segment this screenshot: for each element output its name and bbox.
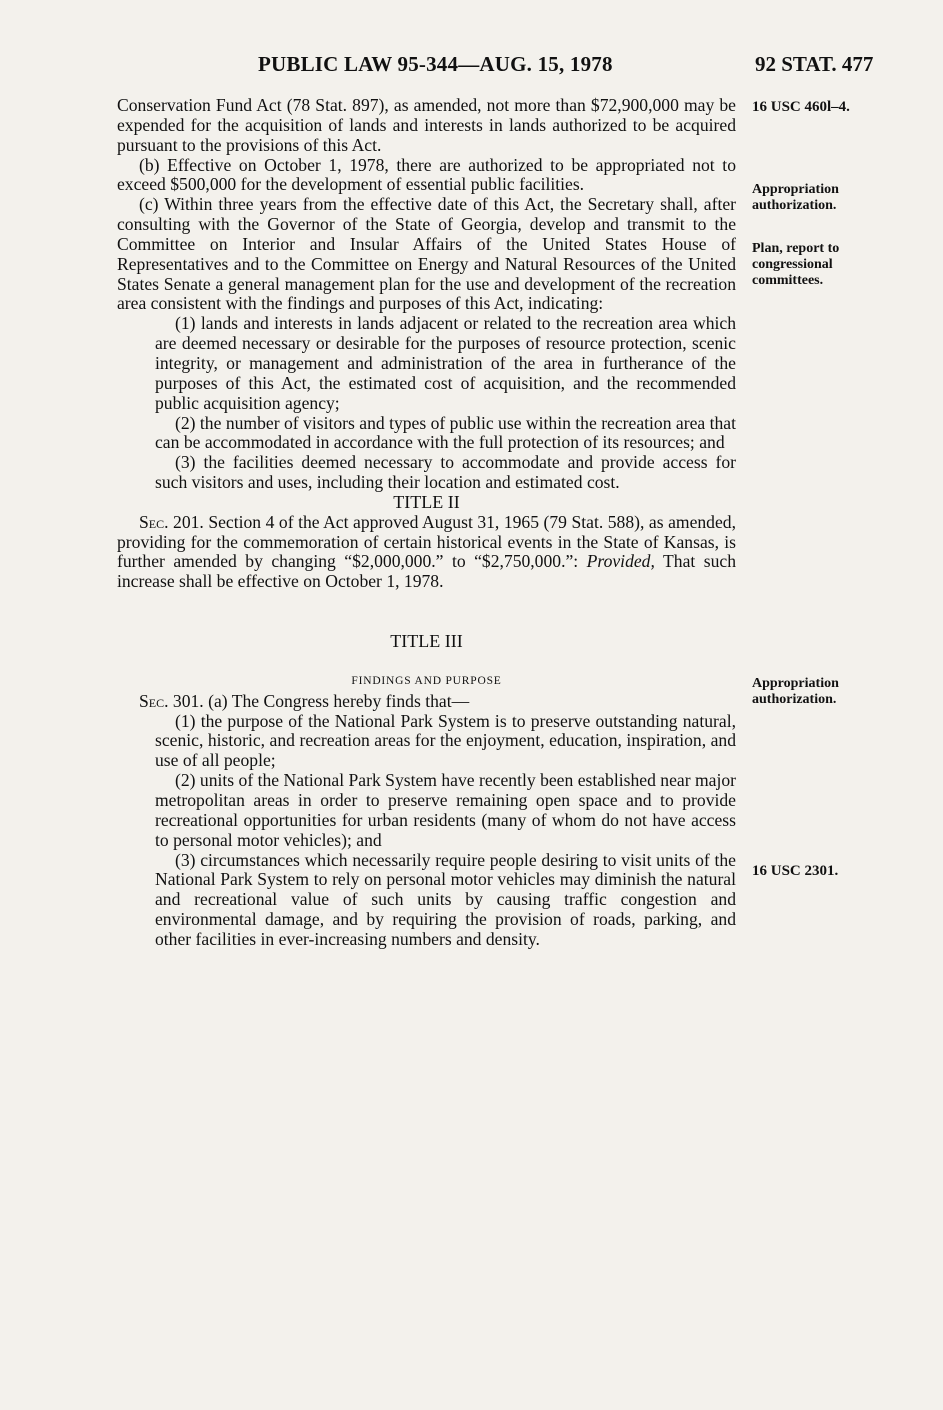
paragraph-c: (c) Within three years from the effective date of this Act, the Secretary shall, after consulting with the Governor of the State of Georgia, develop and transmit to the Committee on Interior and Insular Affairs of the United States House of Representatives and to the Committee on Energy and Natural Resources of the United States Senate a general management plan for the use and development of the recreation area consistent with the findings and purposes of this Act, indicating: xyxy=(117,194,736,314)
section-201-provided: Provided, xyxy=(586,551,655,572)
list-item-2: (2) the number of visitors and types of public use within the recreation area that can be accommodated in accordance with the full protection of its resources; and xyxy=(155,412,736,453)
document-body xyxy=(117,96,736,950)
section-301-text: (a) The Congress hereby finds that— xyxy=(208,690,470,711)
list-item-1: (1) lands and interests in lands adjacent or related to the recreation area which are deemed necessary or desirable for the purposes of resource protection, scenic integrity, or management and administration of the area in furtherance of the purposes of this Act, the estimated cost of acquisition, and the recommended public acquisition agency; xyxy=(155,313,736,413)
page-header xyxy=(0,52,943,84)
section-301 xyxy=(117,692,736,712)
section-301-label: Sec. 301. xyxy=(139,690,204,711)
findings-heading: FINDINGS AND PURPOSE xyxy=(351,674,502,687)
title-iii-heading: TITLE III xyxy=(390,631,463,652)
finding-3: (3) circumstances which necessarily require people desiring to visit units of the National Park System to rely on personal motor vehicles may diminish the natural and recreational value of such units by causing traffic congestion and environmental damage, and by requiring the provision of roads, parking, and other facilities in ever-increasing numbers and density. xyxy=(155,849,736,949)
margin-note-appropriation-2: Appropriation authorization. xyxy=(752,676,839,707)
section-201 xyxy=(117,513,736,592)
title-ii-heading: TITLE II xyxy=(393,491,460,512)
margin-note-usc-2301: 16 USC 2301. xyxy=(752,863,839,879)
stat-page-number: 92 STAT. 477 xyxy=(755,52,874,76)
list-item-3: (3) the facilities deemed necessary to accommodate and provide access for such visitors and uses, including their location and estimated cost. xyxy=(155,452,736,493)
paragraph-b: (b) Effective on October 1, 1978, there are authorized to be appropriated not to exceed $500,000 for the development of essential public facilities. xyxy=(117,154,736,195)
margin-note-appropriation-1: Appropriation authorization. xyxy=(752,182,839,213)
margin-note-plan-report: Plan, report to congressional committees. xyxy=(752,241,840,288)
section-201-text: Section 4 of the Act approved August 31, 1965 (79 Stat. 588), as amended, providing for the commemoration of certain historical events in the State of Kansas, is further amended by changing “$2,000,000.” to “$2,750,000.”: xyxy=(117,511,736,572)
finding-2: (2) units of the National Park System have recently been established near major metropolitan areas in order to preserve remaining open space and to provide recreational opportunities for urban residents (many of whom do not have access to personal motor vehicles); and xyxy=(155,770,736,850)
section-201-end: That such increase shall be effective on October 1, 1978. xyxy=(117,551,736,592)
law-title: PUBLIC LAW 95-344—AUG. 15, 1978 xyxy=(258,52,613,76)
section-201-label: Sec. 201. xyxy=(139,511,204,532)
paragraph-conservation-fund: Conservation Fund Act (78 Stat. 897), as amended, not more than $72,900,000 may be expended for the acquisition of lands and interests in lands authorized to be acquired pursuant to the provisions of this Act. xyxy=(117,95,736,155)
finding-1: (1) the purpose of the National Park System is to preserve outstanding natural, scenic, historic, and recreation areas for the enjoyment, education, inspiration, and use of all people; xyxy=(155,710,736,771)
margin-note-usc-460l: 16 USC 460l–4. xyxy=(752,99,850,115)
